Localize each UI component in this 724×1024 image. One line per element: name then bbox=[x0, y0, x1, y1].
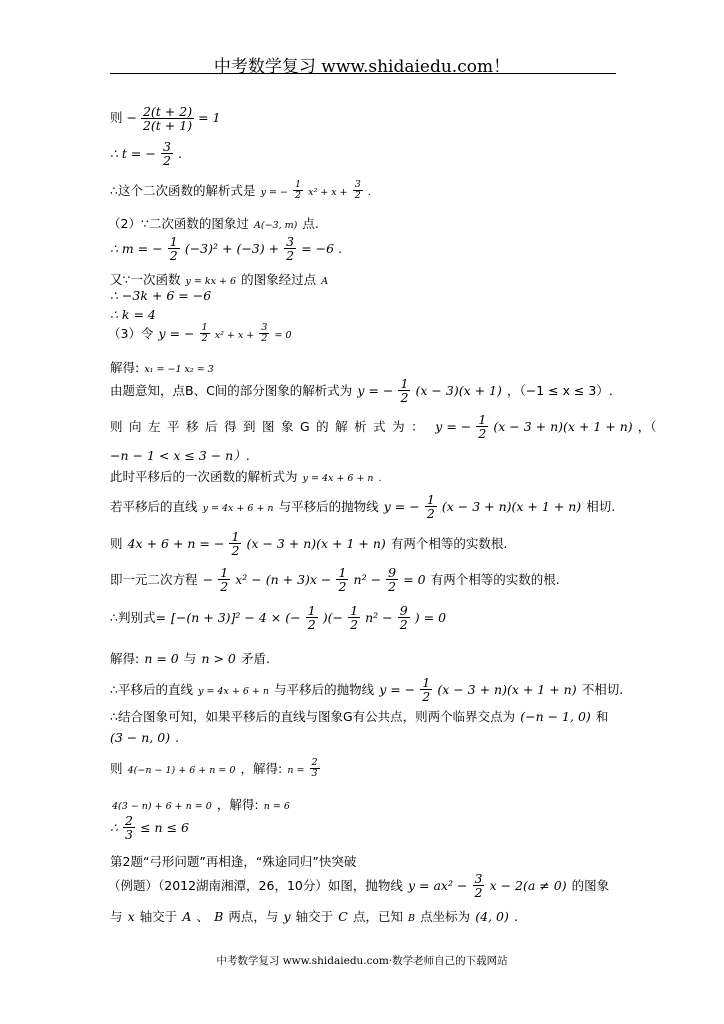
line-equal-roots: 则 4x + 6 + n = − $\frac{1}{2}$ (x − 3 + n)(x + 1 + n) 有两个相等的实数根. bbox=[110, 529, 508, 559]
line-example-problem: （例题）（2012湖南湘潭，26，10分）如图，抛物线 y = ax² − $\frac{3}{2}$ x − 2(a ≠ 0) 的图象 bbox=[108, 871, 610, 901]
line-solve-second: 4(3 − n) + 6 + n = 0 ，解得: n = 6 bbox=[112, 797, 290, 812]
line-example-problem-cont: 与 x 轴交于 A 、 B 两点，与 y 轴交于 C 点，已知 B 点坐标为 (4, 0) . bbox=[110, 909, 518, 924]
line-tangent-condition: 若平移后的直线 y = 4x + 6 + n 与平移后的抛物线 y = − $\frac{1}{2}$ (x − 3 + n)(x + 1 + n) 相切. bbox=[110, 492, 616, 522]
line-range-n: ∴ $\frac{2}{3}$ ≤ n ≤ 6 bbox=[110, 813, 189, 843]
line-critical-points: ∴结合图象可知，如果平移后的直线与图象G有公共点，则两个临界交点为 (−n − 1, 0) 和 bbox=[110, 709, 609, 724]
page-header: 中考数学复习 www.shidaiedu.com！ bbox=[213, 57, 511, 77]
line-part-2: （2）∵二次函数的图象过 A(−3, m) 点. bbox=[108, 216, 319, 231]
line-linear-function: 又∵一次函数 y = kx + 6 的图象经过点 A bbox=[110, 272, 329, 287]
line-t-value: ∴ t = − $\frac{3}{2}$ . bbox=[110, 139, 182, 169]
page-footer bbox=[0, 953, 724, 968]
math: = 1 bbox=[198, 110, 221, 126]
line-m-value: ∴ m = − $\frac{1}{2}$ (−3)² + (−3) + $\frac{3}{2}$ = −6 . bbox=[110, 234, 343, 264]
fraction: $\frac{3}{2}$ bbox=[162, 139, 171, 169]
line-part-3: （3）令 y = − $\frac{1}{2}$ x² + x + $\frac{3}{2}$ = 0 bbox=[108, 322, 292, 344]
line-translated-linear: 此时平移后的一次函数的解析式为 y = 4x + 6 + n . bbox=[110, 469, 382, 484]
line-then-fraction: 则 − $\frac{2(t + 2)}{2(t + 1)}$ = 1 bbox=[110, 104, 221, 134]
text: 则 bbox=[110, 110, 123, 126]
line-quadratic-expression: ∴这个二次函数的解析式是 y = − $\frac{1}{2}$ x² + x + $\frac{3}{2}$ . bbox=[110, 179, 371, 201]
line-bc-segment: 由题意知，点B、C间的部分图象的解析式为 y = − $\frac{1}{2}$ (x − 3)(x + 1) ，（−1 ≤ x ≤ 3）. bbox=[110, 376, 613, 406]
line-domain: −n − 1 < x ≤ 3 − n）. bbox=[110, 448, 250, 463]
line-roots: 解得: x₁ = −1 x₂ = 3 bbox=[110, 360, 214, 375]
footer-site: 中考数学复习 www.shidaiedu.com· bbox=[216, 955, 393, 967]
line-equation-k: ∴ −3k + 6 = −6 bbox=[110, 288, 212, 303]
line-k-value: ∴ k = 4 bbox=[110, 307, 156, 322]
footer-note: 数学老师自己的下载网站 bbox=[392, 955, 508, 967]
line-solve-first: 则 4(−n − 1) + 6 + n = 0 ，解得: n = $\frac{2}{3}$ bbox=[110, 757, 318, 779]
line-discriminant: ∴判别式= [−(n + 3)]² − 4 × (− $\frac{1}{2}$ )(− $\frac{1}{2}$ n² − $\frac{9}{2}$ ) = 0 bbox=[110, 603, 447, 633]
line-contradiction: 解得: n = 0 与 n > 0 矛盾. bbox=[110, 651, 270, 666]
line-translated-g: 则向左平移后得到图象G的解析式为： y = − $\frac{1}{2}$ (x − 3 + n)(x + 1 + n) ，（ bbox=[110, 412, 657, 442]
line-not-tangent: ∴平移后的直线 y = 4x + 6 + n 与平移后的抛物线 y = − $\frac{1}{2}$ (x − 3 + n)(x + 1 + n) 不相切. bbox=[110, 675, 624, 705]
line-quadratic-equation: 即一元二次方程 − $\frac{1}{2}$ x² − (n + 3)x − $\frac{1}{2}$ n² − $\frac{9}{2}$ = 0 有两个相等的实数的根. bbox=[110, 565, 560, 595]
section-heading: 第2题“弓形问题”再相逢，“殊途同归”快突破 bbox=[110, 854, 357, 869]
fraction: $\frac{2(t + 2)}{2(t + 1)}$ bbox=[142, 104, 193, 134]
header-rule bbox=[110, 73, 616, 74]
line-critical-point-2: (3 − n, 0) . bbox=[110, 730, 180, 745]
